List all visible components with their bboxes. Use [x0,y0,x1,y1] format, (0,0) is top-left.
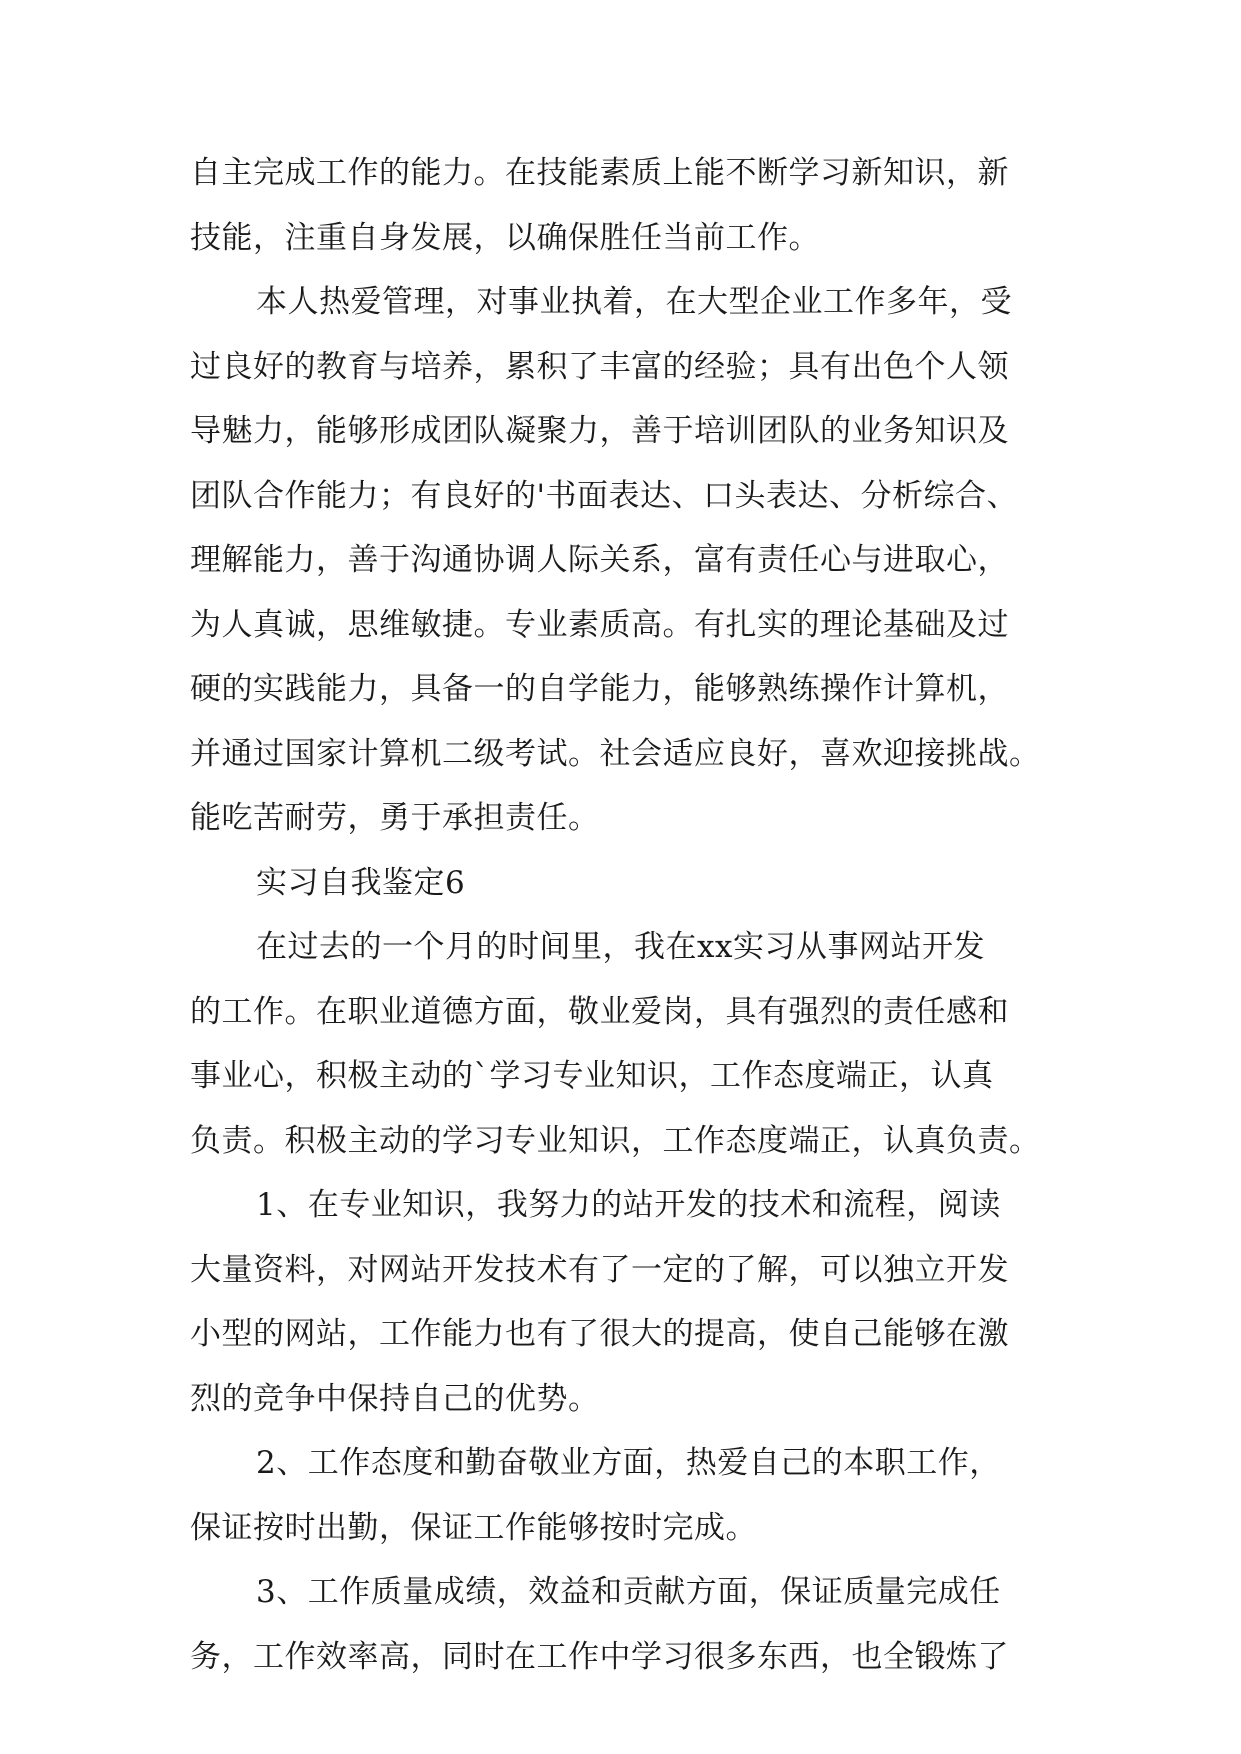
text-line: 团队合作能力；有良好的'书面表达、口头表达、分析综合、 [190,478,1019,514]
text-line: 能吃苦耐劳，勇于承担责任。 [190,800,600,836]
text-line: 并通过国家计算机二级考试。社会适应良好，喜欢迎接挑战。 [190,736,1041,772]
text-line: 技能，注重自身发展，以确保胜任当前工作。 [190,220,820,256]
text-line: 负责。积极主动的学习专业知识，工作态度端正，认真负责。 [190,1123,1041,1159]
text-line: 小型的网站，工作能力也有了很大的提高，使自己能够在激 [190,1316,1009,1352]
text-line: 过良好的教育与培养，累积了丰富的经验；具有出色个人领 [190,349,1009,385]
text-line: 务，工作效率高，同时在工作中学习很多东西，也全锻炼了 [190,1639,1009,1675]
text-line: 为人真诚，思维敏捷。专业素质高。有扎实的理论基础及过 [190,607,1009,643]
list-item-start-line: 3、工作质量成绩，效益和贡献方面，保证质量完成任 [256,1574,1001,1610]
text-line: 硬的实践能力，具备一的自学能力，能够熟练操作计算机， [190,671,1009,707]
text-line: 自主完成工作的能力。在技能素质上能不断学习新知识，新 [190,155,1009,191]
text-line: 事业心，积极主动的`学习专业知识，工作态度端正，认真 [190,1058,994,1094]
text-line: 导魅力，能够形成团队凝聚力，善于培训团队的业务知识及 [190,413,1009,449]
text-line: 烈的竞争中保持自己的优势。 [190,1381,600,1417]
text-line: 的工作。在职业道德方面，敬业爱岗，具有强烈的责任感和 [190,994,1009,1030]
list-item-start-line: 2、工作态度和勤奋敬业方面，热爱自己的本职工作， [256,1445,1001,1481]
text-line: 保证按时出勤，保证工作能够按时完成。 [190,1510,757,1546]
list-item-start-line: 1、在专业知识，我努力的站开发的技术和流程，阅读 [256,1187,1001,1223]
text-line: 理解能力，善于沟通协调人际关系，富有责任心与进取心， [190,542,1009,578]
paragraph-start-line: 本人热爱管理，对事业执着，在大型企业工作多年，受 [256,284,1012,320]
text-line: 大量资料，对网站开发技术有了一定的了解，可以独立开发 [190,1252,1009,1288]
section-heading: 实习自我鉴定6 [256,865,466,901]
paragraph-start-line: 在过去的一个月的时间里，我在xx实习从事网站开发 [256,929,985,965]
